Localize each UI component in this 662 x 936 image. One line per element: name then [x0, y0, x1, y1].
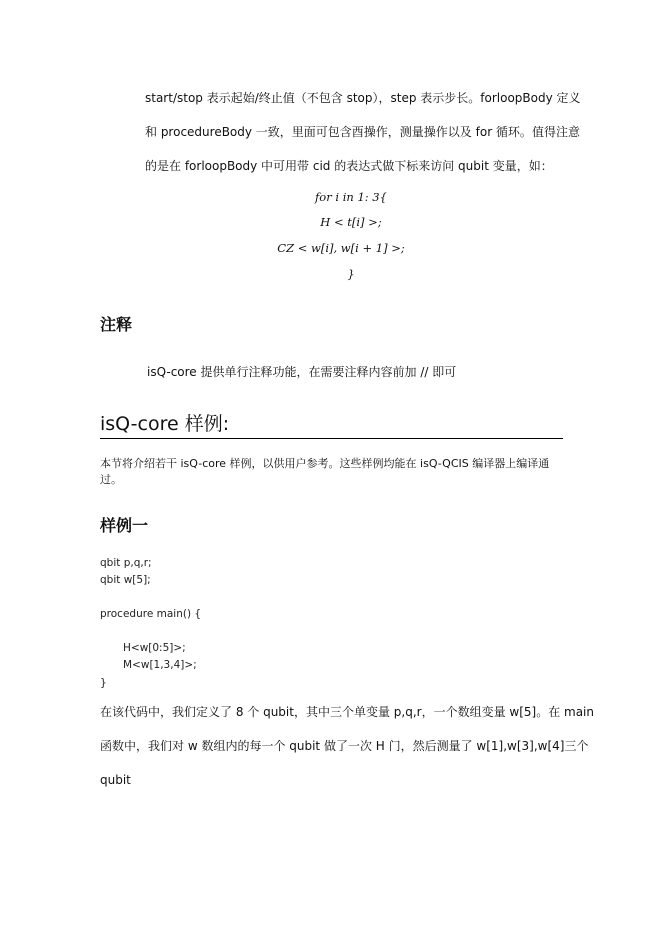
math-line-4: }	[347, 267, 355, 281]
code-line-8: }	[100, 677, 107, 689]
examples-intro-line-1: 本节将介绍若干 isQ-core 样例，以供用户参考。这些样例均能在 isQ-QCIS 编译器上编译通	[100, 457, 550, 470]
math-line-2: H < t[i] >;	[320, 215, 382, 229]
code-line-4: procedure main() {	[100, 608, 202, 620]
examples-heading: isQ-core 样例:	[100, 413, 230, 435]
example1-desc-line-1: 在该代码中，我们定义了 8 个 qubit，其中三个单变量 p,q,r，一个数组变量 w[5]。在 main	[100, 705, 594, 719]
comments-text: isQ-core 提供单行注释功能，在需要注释内容前加 // 即可	[147, 365, 457, 379]
code-line-2: qbit w[5];	[100, 574, 151, 586]
examples-intro-line-2: 过。	[100, 473, 122, 486]
example1-desc-line-3: qubit	[100, 773, 131, 787]
code-line-1: qbit p,q,r;	[100, 557, 152, 569]
comments-heading: 注释	[100, 315, 133, 334]
math-line-3: CZ < w[i], w[i + 1] >;	[277, 241, 405, 255]
math-line-1: for i in 1: 3{	[315, 190, 387, 204]
example1-heading: 样例一	[100, 516, 149, 535]
code-line-6: H<w[0:5]>;	[123, 642, 186, 654]
intro-line-1: start/stop 表示起始/终止值（不包含 stop），step 表示步长。forloopBody 定义	[145, 91, 581, 105]
intro-line-3: 的是在 forloopBody 中可用带 cid 的表达式做下标来访问 qubit 变量，如：	[145, 159, 553, 173]
code-line-7: M<w[1,3,4]>;	[123, 659, 197, 671]
intro-line-2: 和 procedureBody 一致，里面可包含酉操作，测量操作以及 for 循环。值得注意	[145, 125, 580, 139]
example1-desc-line-2: 函数中，我们对 w 数组内的每一个 qubit 做了一次 H 门，然后测量了 w[1],w[3],w[4]三个	[100, 739, 589, 753]
heading-rule	[100, 438, 563, 439]
